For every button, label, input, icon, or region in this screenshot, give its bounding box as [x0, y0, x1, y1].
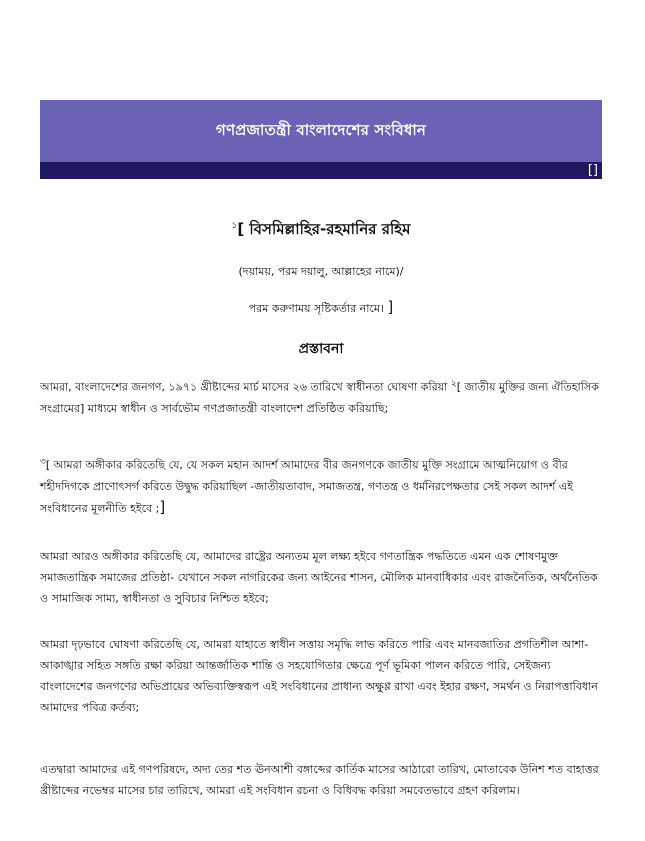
preamble-paragraph-1	[40, 374, 605, 419]
footnote-marker[interactable]: ২	[450, 379, 457, 389]
bismillah-closing-bracket: ]	[387, 298, 394, 316]
footnote-marker[interactable]: ৩	[40, 457, 46, 467]
preamble-paragraph-5: এতদ্বারা আমাদের এই গণপরিষদে, অদ্য তের শত ঊনআশী বঙ্গাব্দের কার্তিক মাসের আঠারো তারিখ, মোতাবেক উনিশ শত বাহাত্তর খ্রীষ্টাব্দের নভেম্বর মাসের চার তারিখে, আমরা এই সংবিধান রচনা ও বিধিবদ্ধ করিয়া সমবেতভাবে গ্রহণ করিলাম।	[40, 763, 599, 797]
p1-text-c: ] মাধ্যমে স্বাধীন ও সার্বভৌম গণপ্রজাতন্ত্রী বাংলাদেশ প্রতিষ্ঠিত করিয়াছি;	[80, 401, 389, 415]
footnote-marker[interactable]: ১	[231, 221, 238, 231]
preamble-paragraph-2	[40, 452, 605, 519]
preamble-paragraph-3: আমরা আরও অঙ্গীকার করিতেছি যে, আমাদের রাষ্ট্রের অন্যতম মূল লক্ষ্য হইবে গণতান্ত্রিক পদ্ধতিতে এমন এক শোষণমুক্ত সমাজতান্ত্রিক সমাজের প্রতিষ্ঠা- যেখানে সকল নাগরিকের জন্য আইনের শাসন, মৌলিক মানবাধিকার এবং রাজনৈতিক, অর্থনৈতিক ও সামাজিক সাম্য, স্বাধীনতা ও সুবিচার নিশ্চিত হইবে;	[40, 550, 598, 605]
header-banner	[40, 100, 602, 162]
nav-bracket-link[interactable]: []	[587, 163, 598, 178]
bismillah-meaning-1: (দয়াময়, পরম দয়ালু, আল্লাহের নামে)/	[238, 265, 404, 278]
p2-closing-bracket: ]	[159, 497, 166, 516]
p1-text-a: আমরা, বাংলাদেশের জনগণ, ১৯৭১ খ্রীষ্টাব্দের মার্চ মাসের ২৬ তারিখে স্বাধীনতা ঘোষণা করিয়া	[40, 380, 448, 394]
p2-text: [ আমরা অঙ্গীকার করিতেছি যে, যে সকল মহান আদর্শ আমাদের বীর জনগণকে জাতীয় মুক্তি সংগ্রামে আত্মনিয়োগ ও বীর শহীদদিগকে প্রাণোৎসর্গ করিতে উদ্বুদ্ধ করিয়াছিল -জাতীয়তাবাদ, সমাজতন্ত্র, গণতন্ত্র ও ধর্মনিরপেক্ষতার সেই সকল আদর্শ এই সংবিধানের মূলনীতি হইবে ;	[40, 458, 573, 515]
header-navbar	[40, 162, 602, 179]
bismillah-meaning-2	[40, 298, 602, 319]
bismillah-text: [ বিসমিল্লাহির-রহমানির রহিম	[237, 220, 411, 238]
page-title: গণপ্রজাতন্ত্রী বাংলাদেশের সংবিধান	[215, 120, 427, 139]
preamble-paragraph-4: আমরা দৃঢ়ভাবে ঘোষণা করিতেছি যে, আমরা যাহাতে স্বাধীন সত্তায় সমৃদ্ধি লাভ করিতে পারি এবং মানবজাতির প্রগতিশীল আশা-আকাঙ্খার সহিত সঙ্গতি রক্ষা করিয়া আন্তর্জাতিক শান্তি ও সহযোগিতার ক্ষেত্রে পূর্ণ ভূমিকা পালন করিতে পারি, সেইজন্য বাংলাদেশের জনগণের অভিপ্রায়ের অভিব্যক্তিস্বরূপ এই সংবিধানের প্রাধান্য অক্ষুণ্ণ রাখা এবং ইহার রক্ষণ, সমর্থন ও নিরাপত্তাবিধান আমাদের পবিত্র কর্তব্য;	[40, 638, 598, 714]
bismillah-heading	[40, 218, 602, 243]
bismillah-meaning-2-text: পরম করুণাময় সৃষ্টিকর্তার নামে।	[248, 302, 384, 315]
preamble-heading: প্রস্তাবনা	[298, 341, 344, 357]
p1-text-b: [ জাতীয় মুক্তির জন্য ঐতিহাসিক সংগ্রামের	[40, 380, 599, 415]
